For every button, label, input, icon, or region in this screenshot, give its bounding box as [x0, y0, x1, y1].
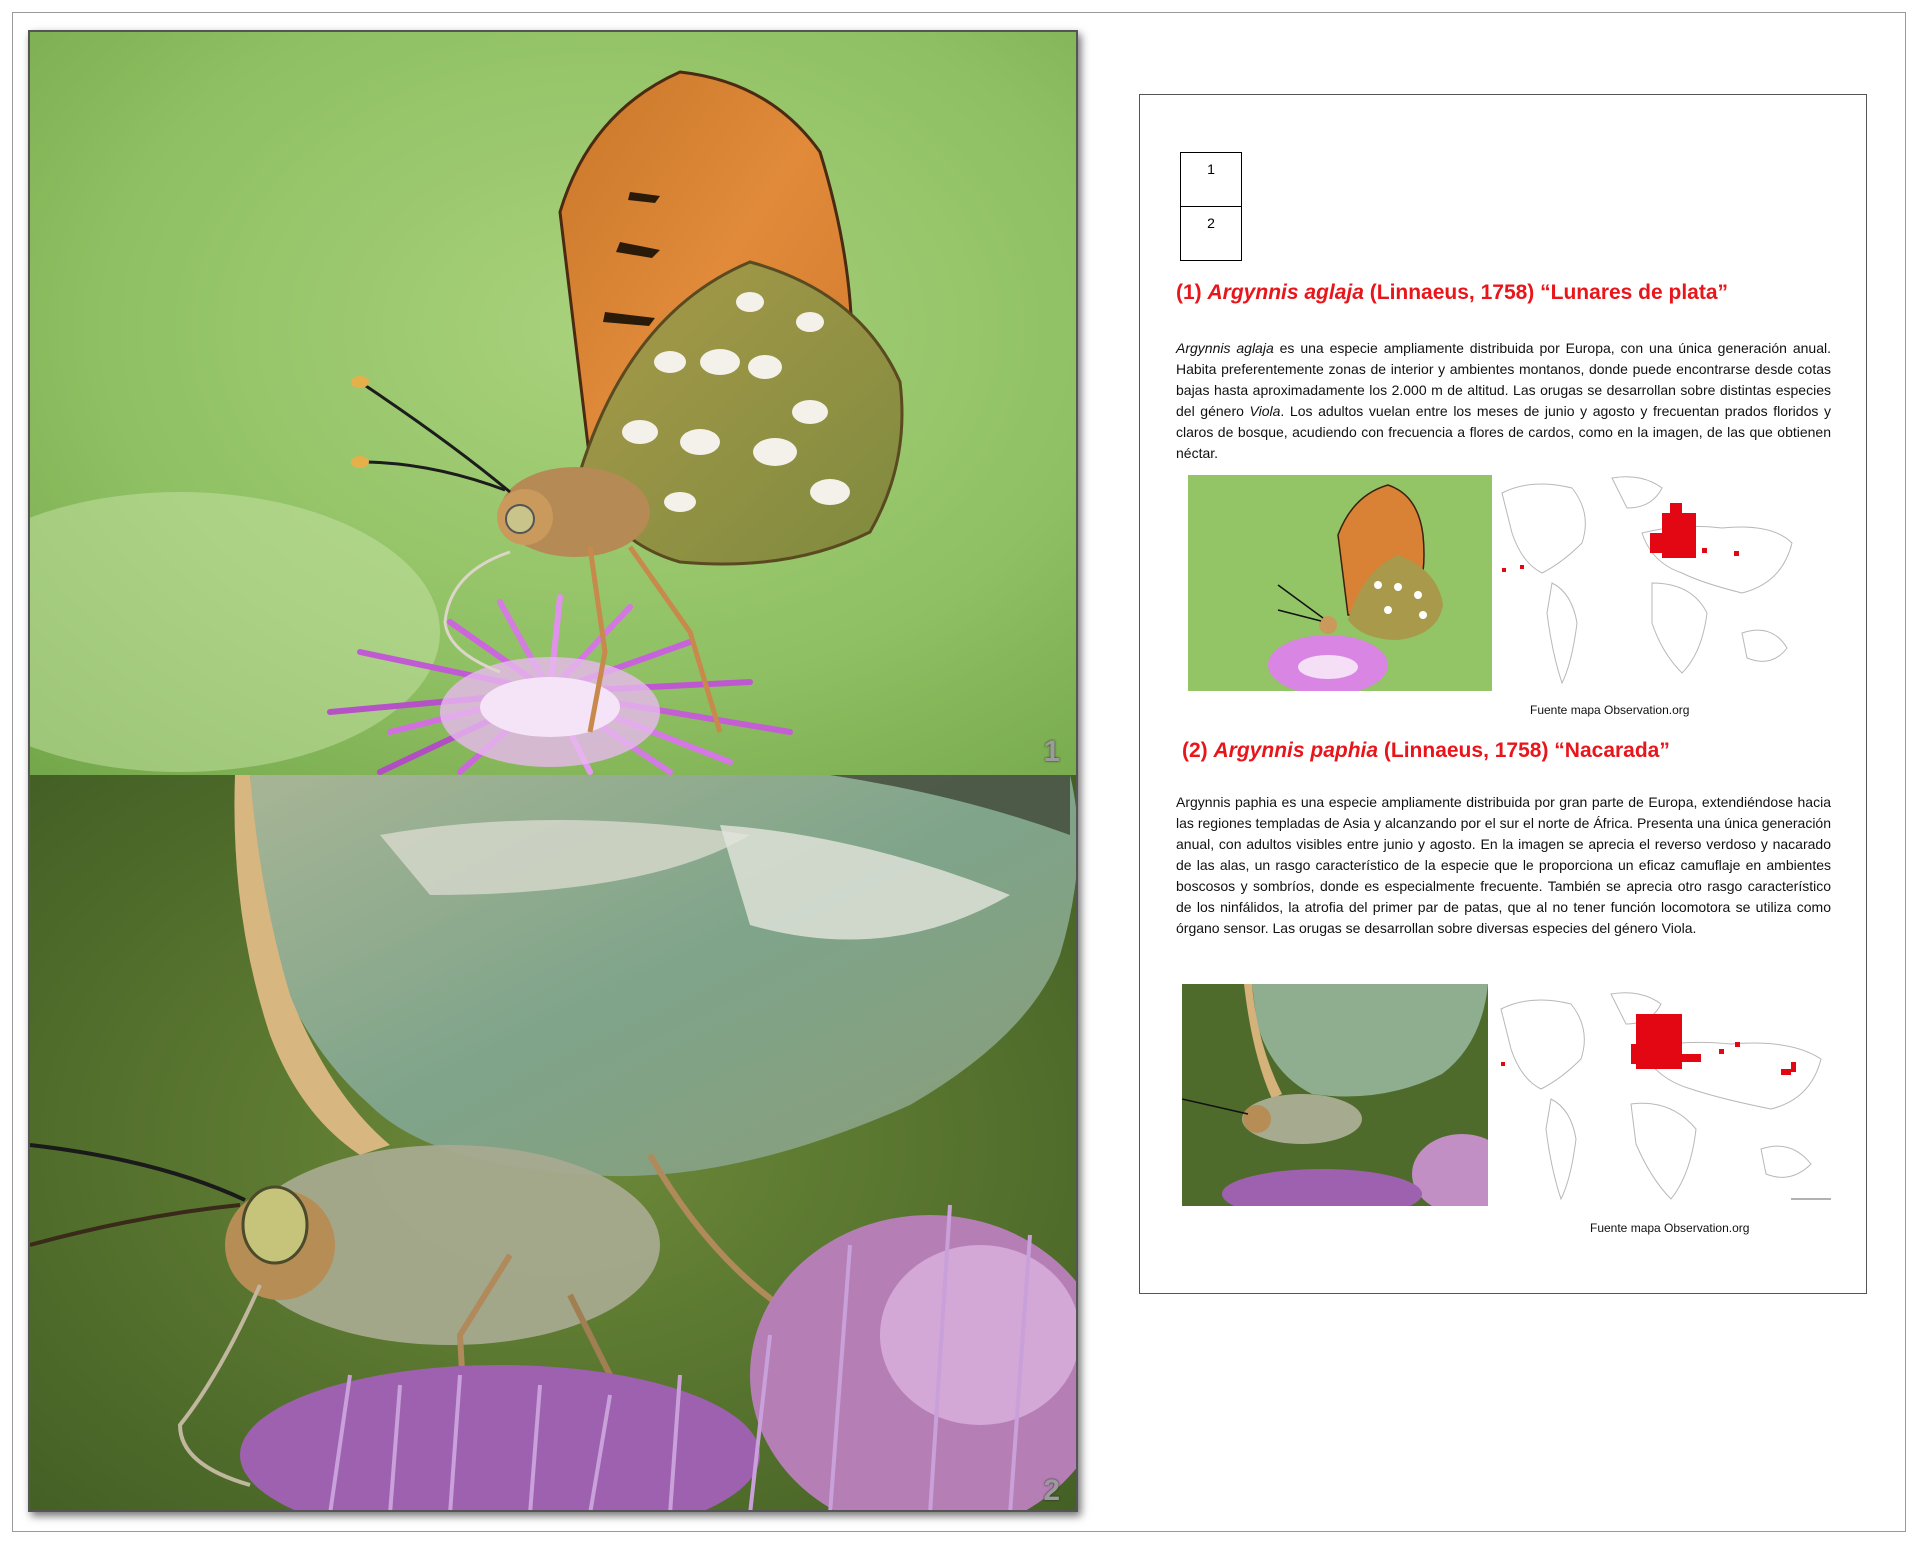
species-1-description [1176, 338, 1831, 464]
scientific-name: Argynnis paphia [1213, 739, 1379, 762]
map-caption: Fuente mapa Observation.org [1530, 703, 1690, 717]
common-name: “Lunares de plata” [1540, 281, 1729, 304]
species-1-title [1176, 281, 1728, 305]
photo-panel [28, 30, 1078, 1512]
thumbnail-paphia [1182, 984, 1488, 1206]
desc-part: es una especie ampliamente distribuida por Europa, con una única generación anual. Habita preferentemente zonas de interior y ambientes montanos, donde puede encontrarse desde cotas bajas hasta aproximadamente los 2.000 m de altitud. Las orugas se desarrollan sobre distintas especies del género [1176, 340, 1831, 419]
map-caption: Fuente mapa Observation.org [1590, 1221, 1750, 1235]
photo-number-label: 2 [1043, 1474, 1060, 1507]
species-number: (2) [1182, 739, 1208, 762]
common-name: “Nacarada” [1554, 739, 1670, 762]
author-citation: (Linnaeus, 1758) [1383, 739, 1549, 762]
desc-genus-italic: Viola [1249, 403, 1281, 419]
distribution-map-paphia [1491, 984, 1833, 1216]
author-citation: (Linnaeus, 1758) [1369, 281, 1535, 304]
thumbnail-aglaja [1188, 475, 1494, 691]
figure-index-table [1180, 152, 1242, 261]
species-number: (1) [1176, 281, 1202, 304]
photo-argynnis-paphia [30, 775, 1076, 1512]
species-2-description: Argynnis paphia es una especie ampliamente distribuida por gran parte de Europa, extendiéndose hacia las regiones templadas de Asia y alcanzando por el sur el norte de África. Presenta una única generación anual, con adultos visibles entre junio y agosto. En la imagen se aprecia el reverso verdoso y nacarado de las alas, un rasgo característico de la especie que le proporciona un eficaz camuflaje en ambientes boscosos y sombríos, donde es especialmente frecuente. También se aprecia otro rasgo característico de los ninfálidos, la atrofia del primer par de patas, que al no tener función locomotora se utiliza como órgano sensor. Las orugas se desarrollan sobre diversas especies del género Viola. [1176, 794, 1831, 936]
photo-argynnis-aglaja [30, 32, 1076, 775]
desc-lead-italic: Argynnis aglaja [1176, 340, 1274, 356]
species-2-title [1182, 739, 1670, 763]
distribution-map-aglaja [1492, 473, 1802, 691]
figure-index-cell: 1 [1181, 153, 1242, 207]
desc-part: . Los adultos vuelan entre los meses de junio y agosto y frecuentan prados floridos y claros de bosque, acudiendo con frecuencia a flores de cardos, como en la imagen, de las que obtienen néctar. [1176, 403, 1831, 461]
figure-index-cell: 2 [1181, 207, 1242, 261]
photo-number-label: 1 [1043, 735, 1060, 768]
scientific-name: Argynnis aglaja [1207, 281, 1364, 304]
document-page [1139, 94, 1867, 1294]
